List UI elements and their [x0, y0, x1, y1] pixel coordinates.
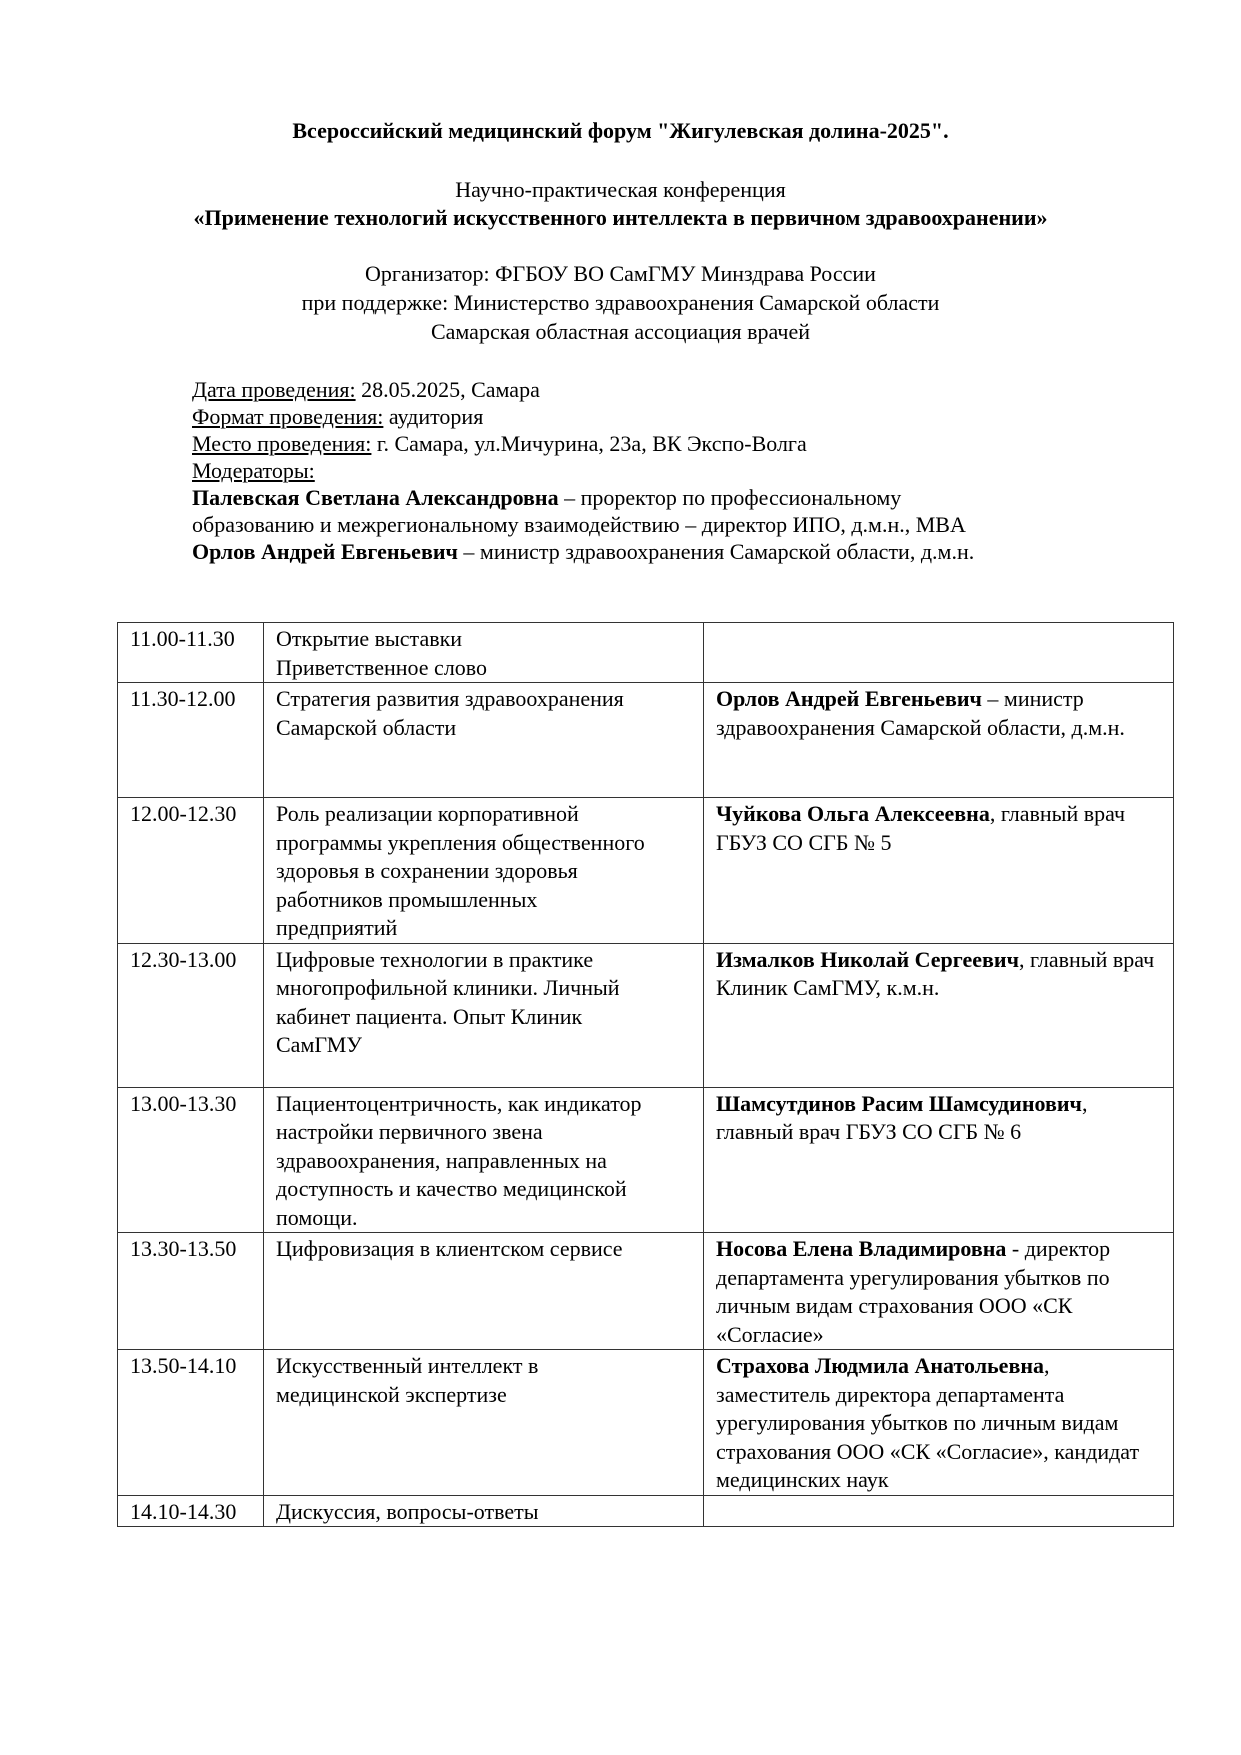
topic-line: Искусственный интеллект в — [276, 1353, 539, 1378]
moderator-2-name: Орлов Андрей Евгеньевич — [192, 539, 458, 564]
speaker-name: Чуйкова Ольга Алексеевна — [716, 801, 990, 826]
date-label: Дата проведения: — [192, 377, 356, 402]
topic-line: здоровья в сохранении здоровья — [276, 858, 578, 883]
speaker-name: Носова Елена Владимировна — [716, 1236, 1007, 1261]
program-table — [117, 622, 1174, 1527]
speaker-name: Страхова Людмила Анатольевна — [716, 1353, 1045, 1378]
moderators-label: Модераторы: — [192, 458, 315, 483]
place-value: г. Самара, ул.Мичурина, 23а, ВК Экспо-Волга — [371, 431, 807, 456]
speaker-cell — [704, 1495, 1174, 1527]
topic-line: настройки первичного звена — [276, 1119, 543, 1144]
topic-line: программы укрепления общественного — [276, 829, 645, 855]
table-row — [118, 683, 1174, 798]
date-value: 28.05.2025, Самара — [355, 377, 540, 402]
time-cell: 14.10-14.30 — [118, 1495, 264, 1527]
topic-cell — [264, 623, 704, 683]
topic-cell — [264, 798, 704, 944]
time-cell: 11.30-12.00 — [118, 683, 264, 798]
time-cell: 11.00-11.30 — [118, 623, 264, 683]
organizer-block — [0, 259, 1241, 346]
topic-line: Цифровые технологии в практике — [276, 946, 594, 972]
topic-line: предприятий — [276, 915, 398, 940]
conference-name: «Применение технологий искусственного интеллекта в первичном здравоохранении» — [193, 205, 1048, 230]
time-cell: 12.00-12.30 — [118, 798, 264, 944]
speaker-cell — [704, 623, 1174, 683]
time-cell: 13.00-13.30 — [118, 1087, 264, 1233]
support-line-2: Самарская областная ассоциация врачей — [430, 319, 811, 344]
speaker-cell — [704, 1350, 1174, 1496]
topic-line: медицинской экспертизе — [276, 1381, 507, 1407]
speaker-role: - директор департамента урегулирования убытков по личным видам страхования ООО «СК «Согласие» — [716, 1236, 1111, 1347]
topic-line: Роль реализации корпоративной — [276, 801, 579, 826]
table-row — [118, 1233, 1174, 1350]
conference-type: Научно-практическая конференция — [455, 177, 786, 202]
speaker-name: Измалков Николай Сергеевич — [716, 946, 1019, 972]
topic-line: многопрофильной клиники. Личный — [276, 975, 620, 1000]
topic-line: Самарской области — [276, 714, 457, 740]
speaker-cell — [704, 943, 1174, 1087]
topic-cell — [264, 1233, 704, 1350]
topic-line: доступность и качество медицинской — [276, 1176, 627, 1201]
topic-line: Стратегия развития здравоохранения — [276, 686, 624, 711]
speaker-role: – министр здравоохранения Самарской области, д.м.н. — [716, 686, 1125, 740]
speaker-cell — [704, 1087, 1174, 1233]
speaker-role: , главный врач ГБУЗ СО СГБ № 5 — [716, 801, 1126, 855]
time-cell: 12.30-13.00 — [118, 943, 264, 1087]
format-line — [192, 403, 1112, 430]
time-cell: 13.30-13.50 — [118, 1233, 264, 1350]
table-row — [118, 623, 1174, 683]
topic-line: здравоохранения, направленных на — [276, 1147, 607, 1173]
speaker-cell — [704, 1233, 1174, 1350]
speaker-cell — [704, 798, 1174, 944]
table-row — [118, 798, 1174, 944]
moderator-1-name: Палевская Светлана Александровна — [192, 485, 559, 510]
moderators-line — [192, 457, 1112, 484]
program-table-body — [118, 623, 1174, 1527]
topic-line: СамГМУ — [276, 1032, 362, 1057]
topic-line: Открытие выставки — [276, 626, 463, 651]
topic-cell — [264, 943, 704, 1087]
speaker-role: , заместитель директора департамента урегулирования убытков по личным видам страхования ООО «СК «Согласие», кандидат медицинских наук — [716, 1353, 1140, 1492]
table-row — [118, 1350, 1174, 1496]
speaker-name: Шамсутдинов Расим Шамсудинович — [716, 1090, 1082, 1116]
time-cell: 13.50-14.10 — [118, 1350, 264, 1496]
speaker-name: Орлов Андрей Евгеньевич — [716, 686, 982, 711]
topic-cell — [264, 1350, 704, 1496]
place-line — [192, 430, 1112, 457]
moderator-1-line-1 — [192, 484, 1112, 511]
format-value: аудитория — [383, 404, 484, 429]
topic-line: кабинет пациента. Опыт Клиник — [276, 1003, 583, 1029]
date-line — [192, 376, 1112, 403]
format-label: Формат проведения: — [192, 404, 384, 429]
support-line-1: при поддержке: Министерство здравоохранения Самарской области — [301, 290, 940, 315]
speaker-role: , главный врач Клиник СамГМУ, к.м.н. — [716, 946, 1155, 1000]
event-info — [192, 376, 1112, 565]
topic-line: Приветственное слово — [276, 654, 488, 680]
topic-cell — [264, 1495, 704, 1527]
table-row — [118, 943, 1174, 1087]
topic-cell — [264, 1087, 704, 1233]
speaker-role: , главный врач ГБУЗ СО СГБ № 6 — [716, 1090, 1088, 1144]
moderator-1-line-2: образованию и межрегиональному взаимодействию – директор ИПО, д.м.н., MBA — [192, 512, 966, 537]
topic-line: Цифровизация в клиентском сервисе — [276, 1236, 623, 1261]
table-row — [118, 1087, 1174, 1233]
moderator-2-line — [192, 538, 1112, 565]
moderator-2-role: – министр здравоохранения Самарской области, д.м.н. — [457, 539, 975, 564]
topic-line: Пациентоцентричность, как индикатор — [276, 1090, 642, 1116]
topic-cell — [264, 683, 704, 798]
speaker-cell — [704, 683, 1174, 798]
table-row — [118, 1495, 1174, 1527]
organizer-line: Организатор: ФГБОУ ВО СамГМУ Минздрава России — [365, 261, 876, 286]
topic-line: работников промышленных — [276, 886, 538, 912]
moderator-1-role-1: – проректор по профессиональному — [558, 485, 902, 510]
topic-line: Дискуссия, вопросы-ответы — [276, 1498, 539, 1524]
forum-title: Всероссийский медицинский форум "Жигулевская долина-2025". — [292, 118, 949, 143]
place-label: Место проведения: — [192, 431, 372, 456]
conference-block — [0, 176, 1241, 232]
topic-line: помощи. — [276, 1204, 358, 1230]
